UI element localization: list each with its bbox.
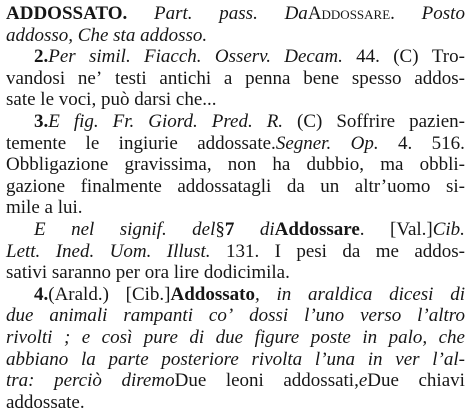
entry-word — [219, 3, 258, 25]
entry-word — [351, 133, 379, 155]
entry-word — [49, 305, 107, 327]
entry-text: pazien- — [409, 110, 465, 132]
entry-word — [376, 241, 399, 263]
entry-text: palo, — [388, 326, 428, 348]
entry-text: non — [227, 154, 257, 176]
entry-word — [414, 241, 465, 263]
entry-text: sativi saranno per ora lire dodicimila. — [6, 262, 290, 284]
entry-word — [113, 111, 135, 133]
entry-word — [78, 68, 102, 90]
entry-word — [6, 305, 33, 327]
entry-text: e — [358, 370, 368, 392]
entry-text: di — [450, 283, 465, 305]
entry-text: (C) — [393, 46, 419, 68]
entry-word — [432, 133, 465, 155]
entry-text: pesi — [296, 240, 327, 262]
entry-word — [390, 219, 465, 241]
entry-word — [303, 68, 339, 90]
entry-word — [308, 284, 372, 306]
entry-text: addossate. — [6, 391, 85, 413]
entry-text: 7 — [224, 218, 235, 240]
entry-word — [126, 284, 260, 306]
entry-text: Part. — [154, 3, 193, 24]
entry-word — [192, 219, 234, 241]
entry-text: (Arald.) — [48, 283, 109, 305]
entry-text: in — [362, 326, 378, 348]
entry-word — [34, 46, 76, 68]
entry-text: 2. — [34, 46, 49, 68]
entry-word — [216, 327, 243, 349]
entry-text: Fr. — [112, 110, 135, 132]
entry-word — [144, 327, 178, 349]
entry-word — [81, 176, 162, 198]
entry-word — [398, 133, 412, 155]
entry-word — [224, 68, 232, 90]
entry-word — [420, 154, 465, 176]
entry-text: pass. — [219, 3, 258, 24]
entry-word — [342, 241, 360, 263]
entry-text: [Cib.] — [125, 283, 171, 305]
entry-word — [6, 349, 68, 371]
entry-text: me — [375, 240, 399, 262]
entry-word — [252, 349, 303, 371]
entry-word — [304, 305, 344, 327]
entry-word — [360, 305, 401, 327]
entry-text: E — [48, 110, 60, 132]
entry-word — [307, 154, 365, 176]
entry-word — [432, 46, 465, 68]
entry-word — [393, 46, 418, 68]
entry-text: Obbligazione — [6, 154, 109, 176]
entry-word — [34, 111, 60, 133]
entry-word — [6, 241, 40, 263]
entry-word — [260, 219, 365, 241]
entry-word — [226, 241, 259, 263]
entry-text: tra: — [6, 370, 35, 392]
entry-line — [6, 133, 465, 155]
entry-word — [267, 111, 283, 133]
entry-word — [389, 327, 428, 349]
entry-line — [6, 3, 465, 25]
entry-word — [389, 284, 433, 306]
entry-word — [380, 154, 403, 176]
entry-line — [6, 219, 465, 241]
entry-word — [6, 133, 66, 155]
entry-word — [64, 327, 70, 349]
entry-text: ingiurie — [118, 132, 178, 154]
entry-word — [255, 327, 300, 349]
entry-text: di — [189, 326, 205, 348]
entry-word — [226, 370, 264, 392]
entry-text: R. — [266, 110, 284, 132]
entry-text: addosso, Che sta addosso. — [6, 24, 208, 46]
entry-text: addos- — [414, 67, 465, 89]
entry-word — [6, 154, 108, 176]
entry-word — [123, 305, 193, 327]
entry-word — [120, 219, 167, 241]
entry-word — [125, 154, 212, 176]
entry-word — [215, 46, 271, 68]
entry-text: in — [367, 348, 383, 370]
entry-text: altr’uomo — [354, 175, 431, 197]
entry-word — [283, 370, 399, 392]
entry-word — [320, 176, 339, 198]
entry-text: Pred. — [211, 110, 253, 132]
entry-text: in — [276, 283, 292, 305]
entry-word — [144, 46, 202, 68]
entry-text: diremo — [121, 370, 175, 392]
entry-text: Ined. — [55, 240, 95, 262]
entry-word — [189, 327, 204, 349]
entry-word — [161, 349, 238, 371]
entry-text: Cib. — [432, 218, 465, 240]
entry-word — [6, 370, 35, 392]
entry-text: pure — [143, 326, 178, 348]
entry-line — [6, 68, 465, 90]
entry-word — [154, 3, 193, 25]
entry-word — [89, 46, 131, 68]
entry-text: Per — [48, 46, 76, 68]
entry-word — [81, 349, 96, 371]
entry-word — [109, 349, 149, 371]
entry-text: rivolti — [6, 326, 53, 348]
entry-word — [148, 111, 197, 133]
entry-text: Op. — [350, 132, 379, 154]
entry-word — [422, 3, 465, 25]
entry-text: Soffrire — [336, 110, 396, 132]
entry-word — [71, 219, 94, 241]
entry-word — [336, 111, 395, 133]
entry-text: dossi — [249, 305, 289, 327]
entry-text: 131. — [225, 240, 260, 262]
entry-text: animali — [49, 305, 108, 327]
entry-text: Segner. — [275, 132, 332, 154]
entry-text: rampanti — [123, 305, 193, 327]
entry-text: obbli- — [419, 154, 465, 176]
entry-word — [159, 68, 211, 90]
entry-text: chiavi — [418, 370, 465, 392]
entry-word — [432, 349, 465, 371]
entry-text: Giord. — [148, 110, 198, 132]
entry-text: sate le voci, può darsi che... — [6, 89, 217, 111]
entry-text: Due — [174, 370, 207, 392]
entry-text: addossatagli — [177, 175, 272, 197]
entry-word — [414, 68, 465, 90]
entry-text: un — [320, 175, 340, 197]
entry-word — [6, 3, 127, 25]
entry-text: 516. — [431, 132, 465, 154]
entry-word — [450, 284, 465, 306]
entry-text: Posto — [421, 3, 465, 24]
entry-word — [285, 3, 395, 25]
entry-text: finalmente — [80, 175, 162, 197]
entry-word — [296, 241, 327, 263]
entry-text: ; — [63, 326, 71, 348]
entry-word — [56, 241, 95, 263]
entry-text: araldica — [308, 283, 373, 305]
entry-word — [212, 111, 253, 133]
entry-text: ne’ — [77, 67, 103, 89]
entry-word — [6, 327, 52, 349]
entry-text: gazione — [6, 175, 66, 197]
entry-text: l’altro — [417, 305, 465, 327]
entry-text: Illust. — [166, 240, 211, 262]
entry-word — [34, 284, 109, 306]
entry-text: a — [223, 67, 233, 89]
entry-word — [284, 46, 343, 68]
entry-line — [6, 284, 465, 306]
entry-text: l’uno — [304, 305, 345, 327]
entry-text: parte — [108, 348, 149, 370]
entry-text: [Val.] — [390, 218, 433, 240]
entry-word — [228, 154, 257, 176]
entry-text: testi — [114, 67, 147, 89]
entry-text: l’al- — [432, 348, 465, 370]
entry-text: così — [101, 326, 133, 348]
entry-word — [356, 46, 380, 68]
entry-text: 4. — [398, 132, 413, 154]
entry-word — [34, 219, 46, 241]
entry-text: E — [34, 218, 46, 240]
entry-text: antichi — [159, 67, 212, 89]
entry-text: ma — [380, 154, 404, 176]
entry-word — [272, 154, 290, 176]
entry-word — [352, 68, 402, 90]
entry-text: Decam. — [284, 46, 343, 68]
entry-word — [119, 133, 178, 155]
entry-text: temente — [6, 132, 67, 154]
entry-line — [6, 25, 465, 47]
entry-word — [275, 241, 281, 263]
entry-text: rivolta — [251, 348, 303, 370]
entry-line — [6, 370, 465, 392]
entry-word — [368, 349, 383, 371]
entry-word — [110, 241, 152, 263]
entry-line — [6, 392, 465, 413]
entry-text: che — [438, 326, 465, 348]
entry-word — [82, 327, 90, 349]
entry-word — [115, 68, 147, 90]
entry-text: le — [85, 132, 100, 154]
entry-line — [6, 197, 465, 219]
entry-line — [6, 241, 465, 263]
entry-text: co’ — [208, 305, 234, 327]
entry-line — [6, 89, 465, 111]
entry-word — [287, 176, 305, 198]
dictionary-entry — [6, 3, 465, 413]
entry-line — [6, 327, 465, 349]
entry-word — [249, 305, 288, 327]
entry-word — [395, 349, 419, 371]
entry-word — [355, 176, 431, 198]
entry-text: ha — [272, 154, 291, 176]
entry-text: l’una — [314, 348, 356, 370]
entry-text: del — [192, 218, 216, 240]
entry-text: bene — [303, 67, 340, 89]
entry-text: gravissima, — [124, 154, 212, 176]
entry-text: leoni — [225, 370, 264, 392]
entry-line — [6, 349, 465, 371]
entry-text: (C) — [297, 110, 323, 132]
entry-word — [315, 349, 355, 371]
entry-word — [245, 68, 290, 90]
entry-text: ADDOSSATO. — [6, 3, 128, 24]
entry-text: la — [81, 348, 96, 370]
entry-text: fig. — [73, 110, 99, 132]
entry-word — [167, 241, 211, 263]
entry-text: Addossare — [274, 218, 360, 240]
entry-word — [409, 111, 465, 133]
entry-word — [86, 133, 100, 155]
entry-text: Addossare. — [307, 3, 395, 24]
entry-text: figure — [254, 326, 300, 348]
entry-word — [6, 176, 65, 198]
entry-text: Addossato — [170, 283, 255, 305]
entry-word — [102, 327, 133, 349]
entry-word — [54, 370, 102, 392]
entry-text: Tro- — [431, 46, 465, 68]
entry-text: 3. — [34, 110, 49, 132]
entry-line — [6, 176, 465, 198]
entry-line — [6, 46, 465, 68]
entry-text: dubbio, — [306, 154, 365, 176]
entry-word — [362, 327, 377, 349]
entry-text: 44. — [356, 46, 380, 68]
entry-word — [209, 305, 233, 327]
entry-text: addossati, — [283, 370, 359, 392]
entry-text: 4. — [34, 283, 49, 305]
entry-text: spesso — [351, 67, 402, 89]
entry-text: abbiano — [6, 348, 69, 370]
entry-text: due — [215, 326, 244, 348]
entry-word — [417, 305, 465, 327]
entry-text: simil. — [89, 46, 131, 68]
entry-word — [419, 370, 465, 392]
entry-text: si- — [445, 175, 465, 197]
entry-word — [297, 111, 322, 133]
entry-text: , — [255, 283, 260, 305]
entry-text: Osserv. — [214, 46, 271, 68]
entry-text: mile a lui. — [6, 197, 83, 219]
entry-text: signif. — [119, 218, 167, 240]
entry-text: penna — [245, 67, 291, 89]
entry-word — [6, 68, 65, 90]
entry-text: Lett. — [6, 240, 41, 262]
entry-text: addos- — [414, 240, 465, 262]
entry-word — [311, 327, 351, 349]
entry-line — [6, 305, 465, 327]
entry-word — [177, 176, 271, 198]
entry-text: vandosi — [6, 67, 66, 89]
entry-word — [121, 370, 206, 392]
entry-word — [197, 133, 331, 155]
entry-text: e — [81, 326, 91, 348]
entry-line — [6, 262, 465, 284]
entry-word — [439, 327, 465, 349]
entry-text: verso — [360, 305, 402, 327]
entry-text: ver — [395, 348, 420, 370]
entry-text: Fiacch. — [144, 46, 202, 68]
entry-word — [276, 284, 291, 306]
entry-text: poste — [310, 326, 351, 348]
entry-text: . — [359, 218, 365, 240]
entry-text: perciò — [54, 370, 102, 392]
entry-text: Due — [367, 370, 399, 392]
entry-text: di — [259, 218, 275, 240]
entry-text: dicesi — [389, 283, 434, 305]
entry-line — [6, 111, 465, 133]
entry-text: Da — [284, 3, 308, 24]
entry-text: da — [342, 240, 361, 262]
entry-text: da — [286, 175, 305, 197]
entry-text: I — [274, 240, 281, 262]
entry-word — [446, 176, 465, 198]
entry-text: addossate. — [197, 132, 276, 154]
entry-word — [74, 111, 99, 133]
entry-text: posteriore — [161, 348, 239, 370]
entry-text: nel — [71, 218, 95, 240]
entry-text: due — [6, 305, 34, 327]
entry-text: Uom. — [109, 240, 152, 262]
entry-text: § — [215, 218, 225, 240]
entry-line — [6, 154, 465, 176]
